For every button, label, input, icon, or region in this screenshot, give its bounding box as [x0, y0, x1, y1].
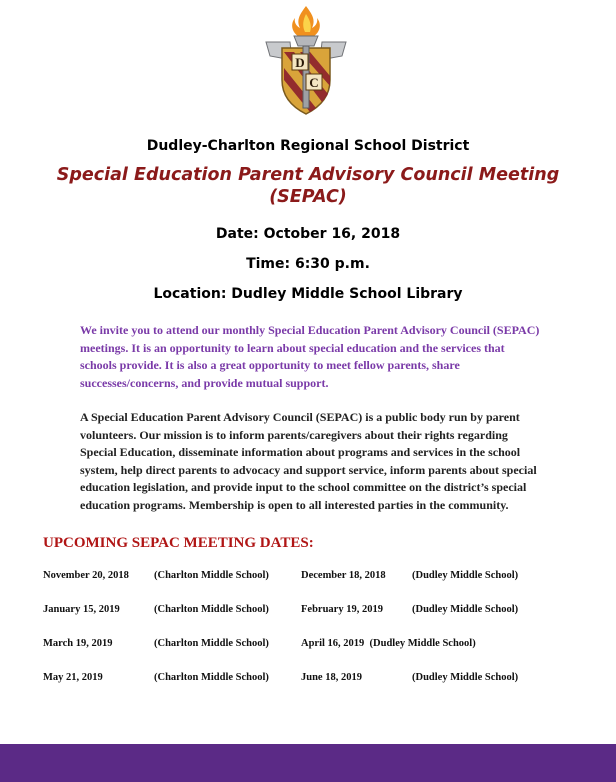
meeting-location-cell: (Charlton Middle School)	[154, 672, 269, 683]
meeting-date: Date: October 16, 2018	[215, 226, 401, 242]
meeting-location-cell: (Dudley Middle School)	[412, 570, 519, 581]
meeting-location-cell: (Charlton Middle School)	[154, 570, 269, 581]
table-row	[0, 570, 616, 586]
meeting-location-cell: (Charlton Middle School)	[154, 604, 269, 615]
meeting-title-line2: (SEPAC)	[269, 187, 347, 207]
meeting-date-cell: December 18, 2018	[301, 570, 386, 581]
table-row	[0, 638, 616, 654]
meeting-location: Location: Dudley Middle School Library	[153, 286, 463, 302]
upcoming-dates-heading: UPCOMING SEPAC MEETING DATES:	[43, 535, 314, 551]
meeting-title	[0, 164, 616, 208]
footer-color-band	[0, 744, 616, 782]
meeting-location-cell: (Dudley Middle School)	[412, 672, 519, 683]
meeting-date-cell: February 19, 2019	[301, 604, 383, 615]
meeting-date-cell: May 21, 2019	[43, 672, 103, 683]
torch-cup-icon	[294, 36, 318, 46]
meeting-title-line1: Special Education Parent Advisory Council Meeting	[56, 165, 560, 185]
meeting-time: Time: 6:30 p.m.	[246, 256, 370, 272]
mission-paragraph: A Special Education Parent Advisory Council (SEPAC) is a public body run by parent volunteers. Our mission is to inform parents/caregivers about their rights regarding Special Education, disseminate information about programs and services in the school system, help direct parents to advocacy and support service, inform parents about special education legislation, and provide input to the school committee on the district’s special education programs. Membership is open to all interested parties in the community.	[80, 410, 537, 512]
meeting-date-cell: March 19, 2019	[43, 638, 113, 649]
meeting-location-cell: (Charlton Middle School)	[154, 638, 269, 649]
crest-letter-d: D	[295, 55, 305, 70]
meeting-date-cell: January 15, 2019	[43, 604, 120, 615]
meeting-date-cell: November 20, 2018	[43, 570, 129, 581]
table-row	[0, 672, 616, 688]
district-name: Dudley-Charlton Regional School District	[146, 138, 470, 154]
meeting-date-location-cell: April 16, 2019 (Dudley Middle School)	[301, 638, 476, 649]
table-row	[0, 604, 616, 620]
meeting-date-cell: June 18, 2019	[301, 672, 362, 683]
school-crest-logo	[260, 2, 352, 118]
meeting-location-cell: (Dudley Middle School)	[412, 604, 519, 615]
crest-letter-c: C	[309, 75, 319, 90]
invite-paragraph: We invite you to attend our monthly Special Education Parent Advisory Council (SEPAC) meetings. It is an opportunity to learn about special education and the services that schools provide. It is also a great opportunity to meet fellow parents, share successes/concerns, and provide mutual support.	[80, 323, 540, 390]
